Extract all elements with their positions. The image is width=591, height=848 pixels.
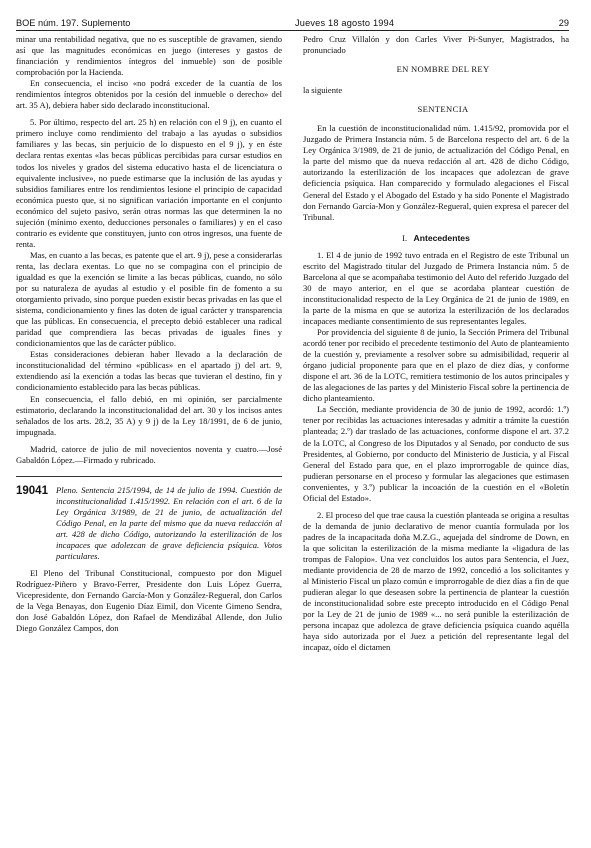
paragraph: En consecuencia, el inciso «no podrá exceder de la cuantía de los rendimientos íntegros obtenidos por la cesión del inmueble o derecho» del art. 35 A), debiera haber sido declarado inconstitucional. <box>16 78 282 111</box>
section-number: I. <box>402 232 408 243</box>
paragraph: Estas consideraciones debieran haber llevado a la declaración de inconstitucionalidad del término «públicas» en el apartado j) del art. 9, extendiendo así la exención a todas las becas que tuvieran el destino, fin y condicionamiento establecido para las becas públicas. <box>16 349 282 393</box>
header-date: Jueves 18 agosto 1994 <box>294 18 395 28</box>
paragraph: 5. Por último, respecto del art. 25 h) en relación con el 9 j), en cuanto el primero incluye como rendimiento del trabajo a las ayudas o subsidios familiares y las becas, sin perjuicio de lo dispuesto en el 9 j), y en éste declara rentas exentas «las becas públicas percibidas para cursar estudios en todos los niveles y grados del sistema educativo hasta el de licenciatura o equivalente inclusive», no puede estimarse que la inclusión de las ayudas y subsidios familiares entre los rendimientos lesione el principio de capacidad económica puesto que, si no significan variación importante en el conjunto económico del sujeto pasivo, serán otras normas las que determinen la no sujeción (mínimo exento, deducciones personales o familiares) y en el caso contrario es evidente que constituyen, junto con otros ingresos, una fuente de renta. <box>16 117 282 249</box>
section-divider <box>16 476 282 477</box>
paragraph: El Pleno del Tribunal Constitucional, compuesto por don Miguel Rodríguez-Piñero y Bravo-Ferrer, Presidente don Luis López Guerra, Vicepresidente, don Fernando García-Mon y González-Regueral, don Carlos de la Vega Benayas, don Eugenio Díaz Eimil, don Vicente Gimeno Sendra, don José Gabaldón López, don Rafael de Mendizábal Allende, don Julio Diego González Campos, don <box>16 568 282 634</box>
header-page-number: 29 <box>558 18 569 28</box>
paragraph: Por providencia del siguiente 8 de junio, la Sección Primera del Tribunal acordó tener por recibido el precedente testimonio del Auto de planteamiento de la cuestión y, previamente a resolver sobre su admisibilidad, requerir al órgano judicial proponente para que en el plazo de diez días, y conforme dispone el art. 36 de la LOTC, remitiera testimonio de los autos principales y de las alegaciones de las partes y del Ministerio Fiscal sobre la pertinencia de dicho planteamiento. <box>303 327 569 404</box>
paragraph: Pedro Cruz Villalón y don Carles Viver Pi-Sunyer, Magistrados, ha pronunciado <box>303 34 569 56</box>
section-title: Antecedentes <box>413 232 470 243</box>
closing-signature: Madrid, catorce de julio de mil novecientos noventa y cuatro.—José Gabaldón López.—Firmado y rubricado. <box>16 443 282 465</box>
paragraph: la siguiente <box>303 85 343 96</box>
paragraph: 2. El proceso del que trae causa la cuestión planteada se origina a resultas de la demanda de junio declarativo de menor cuantía formulada por los padres de la incapacitada doña M.Z.G., aquejada del síndrome de Down, en la que solicitan la esterilización de la misma mediante la «ligadura de las trompas de Falopio». Una vez concluidos los autos para Sentencia, el Juez, mediante providencia de 28 de marzo de 1992, concedió a los solicitantes y al Ministerio Fiscal un plazo común e improrrogable de diez días a fin de que pudieran alegar lo que deseasen sobre la pertinencia de plantear la cuestión de inconstitucionalidad sobre este precepto introducido en el Código Penal por la Ley de 21 de junio de 1989 «... no será punible la esterilización de persona incapaz que adolezca de grave deficiencia psíquica cuando aquélla haya sido autorizada por el Juez a petición del representante legal del incapaz, oído el dictamen <box>303 509 569 653</box>
paragraph: 1. El 4 de junio de 1992 tuvo entrada en el Registro de este Tribunal un escrito del Magistrado titular del Juzgado de Primera Instancia núm. 5 de Barcelona al que se acompañaba testimonio del Auto del referido Juzgado del 30 de mayo anterior, en el que se acordaba plantear cuestión de inconstitucionalidad respecto de la Ley Orgánica de 21 de junio de 1989, en la parte de la misma en que se autoriza la esterilización de los declarados incapaces mediante consentimiento de sus representantes legales. <box>303 249 569 326</box>
paragraph: La Sección, mediante providencia de 30 de junio de 1992, acordó: 1.º) tener por recibidas las actuaciones interesadas y admitir a trámite la cuestión planteada; 2.º) dar traslado de las actuaciones, conforme dispone el art. 37.2 de la LOTC, al Congreso de los Diputados y al Senado, por conducto de sus Presidentes, al Gobierno, por conducto del Ministerio de Justicia, y al Fiscal General del Estado para que, en el plazo improrrogable de quince días, pudieran personarse en el proceso y formular las alegaciones que estimasen convenientes, y 3.º) publicar la incoación de la cuestión en el «Boletín Oficial del Estado». <box>303 404 569 503</box>
header-publication: BOE núm. 197. Suplemento <box>16 18 131 28</box>
heading-en-nombre-del-rey: EN NOMBRE DEL REY <box>396 64 490 75</box>
ruling-entry <box>16 485 282 562</box>
paragraph: Mas, en cuanto a las becas, es patente que el art. 9 j), pese a considerarlas renta, las declara exentas. Lo que no se compagina con el principio de igualdad es que la exención se limite a las becas públicas, cuando, no sólo por su naturaleza de ayudas al estudio y el posible fin de fomento a su otorgamiento privado, sino porque pueden existir becas privadas en las que el sistema, condicionamiento y fines las doten de igual carácter y transparencia que las públicas. En consecuencia, el precepto debió establecer una radical paridad que comprendiera las becas privadas de iguales fines y condicionamientos que las de carácter público. <box>16 249 282 349</box>
page-header <box>16 0 569 31</box>
paragraph: En la cuestión de inconstitucionalidad núm. 1.415/92, promovida por el Juzgado de Primera Instancia núm. 5 de Barcelona respecto del art. 6 de la Ley Orgánica 3/1989, de 21 de junio, de actualización del Código Penal, en la parte del mismo que da nueva redacción al art. 428 de dicho Código, autorizando la esterilización de los incapaces que adolezcan de grave deficiencia psíquica. Han comparecido y formulado alegaciones el Fiscal General del Estado y el Abogado del Estado y ha sido Ponente el Magistrado don Fernando García-Mon y González-Regueral, quien expresa el parecer del Tribunal. <box>303 123 569 222</box>
section-heading-antecedentes <box>303 233 569 244</box>
right-column <box>303 34 569 653</box>
heading-sentencia: SENTENCIA <box>417 104 469 115</box>
two-column-body <box>16 34 569 653</box>
entry-number: 19041 <box>16 484 48 497</box>
entry-summary: Pleno. Sentencia 215/1994, de 14 de julio de 1994. Cuestión de inconstitucionalidad 1.415/1992. En relación con el art. 6 de la Ley Orgánica 3/1989, de 21 de junio, de actualización del Código Penal, en la parte del mismo que da nueva redacción al art. 428 de dicho Código, autorizando la esterilización de los incapaces que adolezcan de grave deficiencia psíquica. Votos particulares. <box>56 484 282 562</box>
paragraph: En consecuencia, el fallo debió, en mi opinión, ser parcialmente estimatorio, declarando la inconstitucionalidad del art. 30 y los incisos antes señalados de los arts. 28.2, 35 A) y 9 j) de la Ley 18/1991, de 6 de junio, impugnada. <box>16 393 282 437</box>
left-column <box>16 34 282 653</box>
paragraph: minar una rentabilidad negativa, que no es susceptible de gravamen, siendo así que las magnitudes económicas en juego (intereses y gastos de financiación y rendimientos íntegros del inmueble) son de posible comprobación por la Hacienda. <box>16 34 282 78</box>
